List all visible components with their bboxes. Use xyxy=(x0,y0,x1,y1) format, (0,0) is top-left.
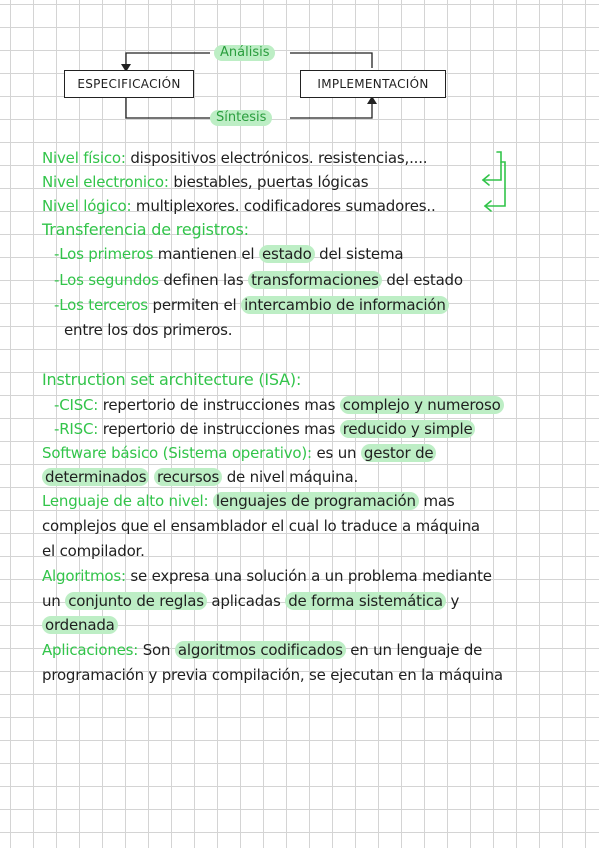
algoritmos-text-c: aplicadas xyxy=(211,592,281,610)
software-recursos: recursos xyxy=(154,468,222,486)
transferencia-bullet-2 xyxy=(54,270,463,290)
bullet-2-text: definen las xyxy=(163,271,244,289)
transferencia-bullet-3-cont: entre los dos primeros. xyxy=(64,321,233,339)
transferencia-bullet-1 xyxy=(54,244,403,264)
bullet-3-highlight: intercambio de información xyxy=(241,296,449,314)
lenguaje-highlight: lenguajes de programación xyxy=(213,492,419,510)
bullet-2-highlight: transformaciones xyxy=(248,271,382,289)
analysis-arrow-line xyxy=(126,53,210,70)
cisc-label: -CISC: xyxy=(54,396,99,414)
bullet-1-label: -Los primeros xyxy=(54,245,154,263)
nivel-logico-term: Nivel lógico: xyxy=(42,197,132,215)
algoritmos-line-3 xyxy=(42,615,118,635)
nivel-fisico-line xyxy=(42,148,427,168)
analysis-label: Análisis xyxy=(214,45,275,61)
software-line-1 xyxy=(42,443,436,463)
aplicaciones-text-end: en un lenguaje de xyxy=(350,641,483,659)
bullet-2-label: -Los segundos xyxy=(54,271,159,289)
risc-highlight: reducido y simple xyxy=(340,420,476,438)
nivel-logico-text: multiplexores. codificadores sumadores.. xyxy=(135,197,436,215)
bullet-1-highlight: estado xyxy=(259,245,315,263)
isa-risc-line xyxy=(54,419,475,439)
aplicaciones-line-1 xyxy=(42,640,482,660)
synthesis-label: Síntesis xyxy=(210,110,272,126)
bullet-3-label: -Los terceros xyxy=(54,296,148,314)
levels-bracket-arrows xyxy=(479,148,519,218)
software-line-2 xyxy=(42,467,358,487)
especificacion-box: ESPECIFICACIÓN xyxy=(64,70,194,98)
cisc-text: repertorio de instrucciones mas xyxy=(102,396,336,414)
transferencia-bullet-3 xyxy=(54,295,449,315)
aplicaciones-line-2: programación y previa compilación, se ejecutan en la máquina xyxy=(42,666,503,684)
algoritmos-term: Algoritmos: xyxy=(42,567,126,585)
risc-label: -RISC: xyxy=(54,420,99,438)
isa-heading: Instruction set architecture (ISA): xyxy=(42,370,302,389)
nivel-fisico-text: dispositivos electrónicos. resistencias,.... xyxy=(130,149,428,167)
nivel-fisico-term: Nivel físico: xyxy=(42,149,126,167)
bullet-1-text-end: del sistema xyxy=(319,245,404,263)
software-highlight: gestor de xyxy=(361,444,437,462)
cisc-highlight: complejo y numeroso xyxy=(340,396,504,414)
algoritmos-highlight-2: de forma sistemática xyxy=(285,592,446,610)
aplicaciones-text: Son xyxy=(142,641,171,659)
algoritmos-text-b: un xyxy=(42,592,61,610)
transferencia-heading: Transferencia de registros: xyxy=(42,220,249,239)
software-highlight-2: determinados xyxy=(42,468,149,486)
nivel-electronico-text: biestables, puertas lógicas xyxy=(173,173,369,191)
aplicaciones-term: Aplicaciones: xyxy=(42,641,139,659)
algoritmos-line-1 xyxy=(42,566,492,586)
algoritmos-text-d: y xyxy=(450,592,460,610)
bullet-3-text: permiten el xyxy=(152,296,237,314)
software-text: es un xyxy=(316,444,357,462)
software-text-end: de nivel máquina. xyxy=(226,468,359,486)
lenguaje-line-3: el compilador. xyxy=(42,542,145,560)
nivel-electronico-line xyxy=(42,172,368,192)
nivel-logico-line xyxy=(42,196,436,216)
software-term: Software básico (Sistema operativo): xyxy=(42,444,312,462)
algoritmos-highlight-1: conjunto de reglas xyxy=(65,592,207,610)
isa-cisc-line xyxy=(54,395,504,415)
lenguaje-text: mas xyxy=(423,492,455,510)
bullet-1-text: mantienen el xyxy=(157,245,255,263)
synthesis-arrow-line xyxy=(126,96,210,118)
aplicaciones-highlight: algoritmos codificados xyxy=(175,641,346,659)
algoritmos-highlight-3: ordenada xyxy=(42,616,118,634)
implementacion-box: IMPLEMENTACIÓN xyxy=(300,70,446,98)
lenguaje-line-1 xyxy=(42,491,454,511)
nivel-electronico-term: Nivel electronico: xyxy=(42,173,169,191)
bullet-2-text-end: del estado xyxy=(386,271,463,289)
lenguaje-line-2: complejos que el ensamblador el cual lo traduce a máquina xyxy=(42,517,480,535)
algoritmos-text: se expresa una solución a un problema mediante xyxy=(130,567,492,585)
lenguaje-term: Lenguaje de alto nivel: xyxy=(42,492,209,510)
algoritmos-line-2 xyxy=(42,591,459,611)
risc-text: repertorio de instrucciones mas xyxy=(102,420,336,438)
